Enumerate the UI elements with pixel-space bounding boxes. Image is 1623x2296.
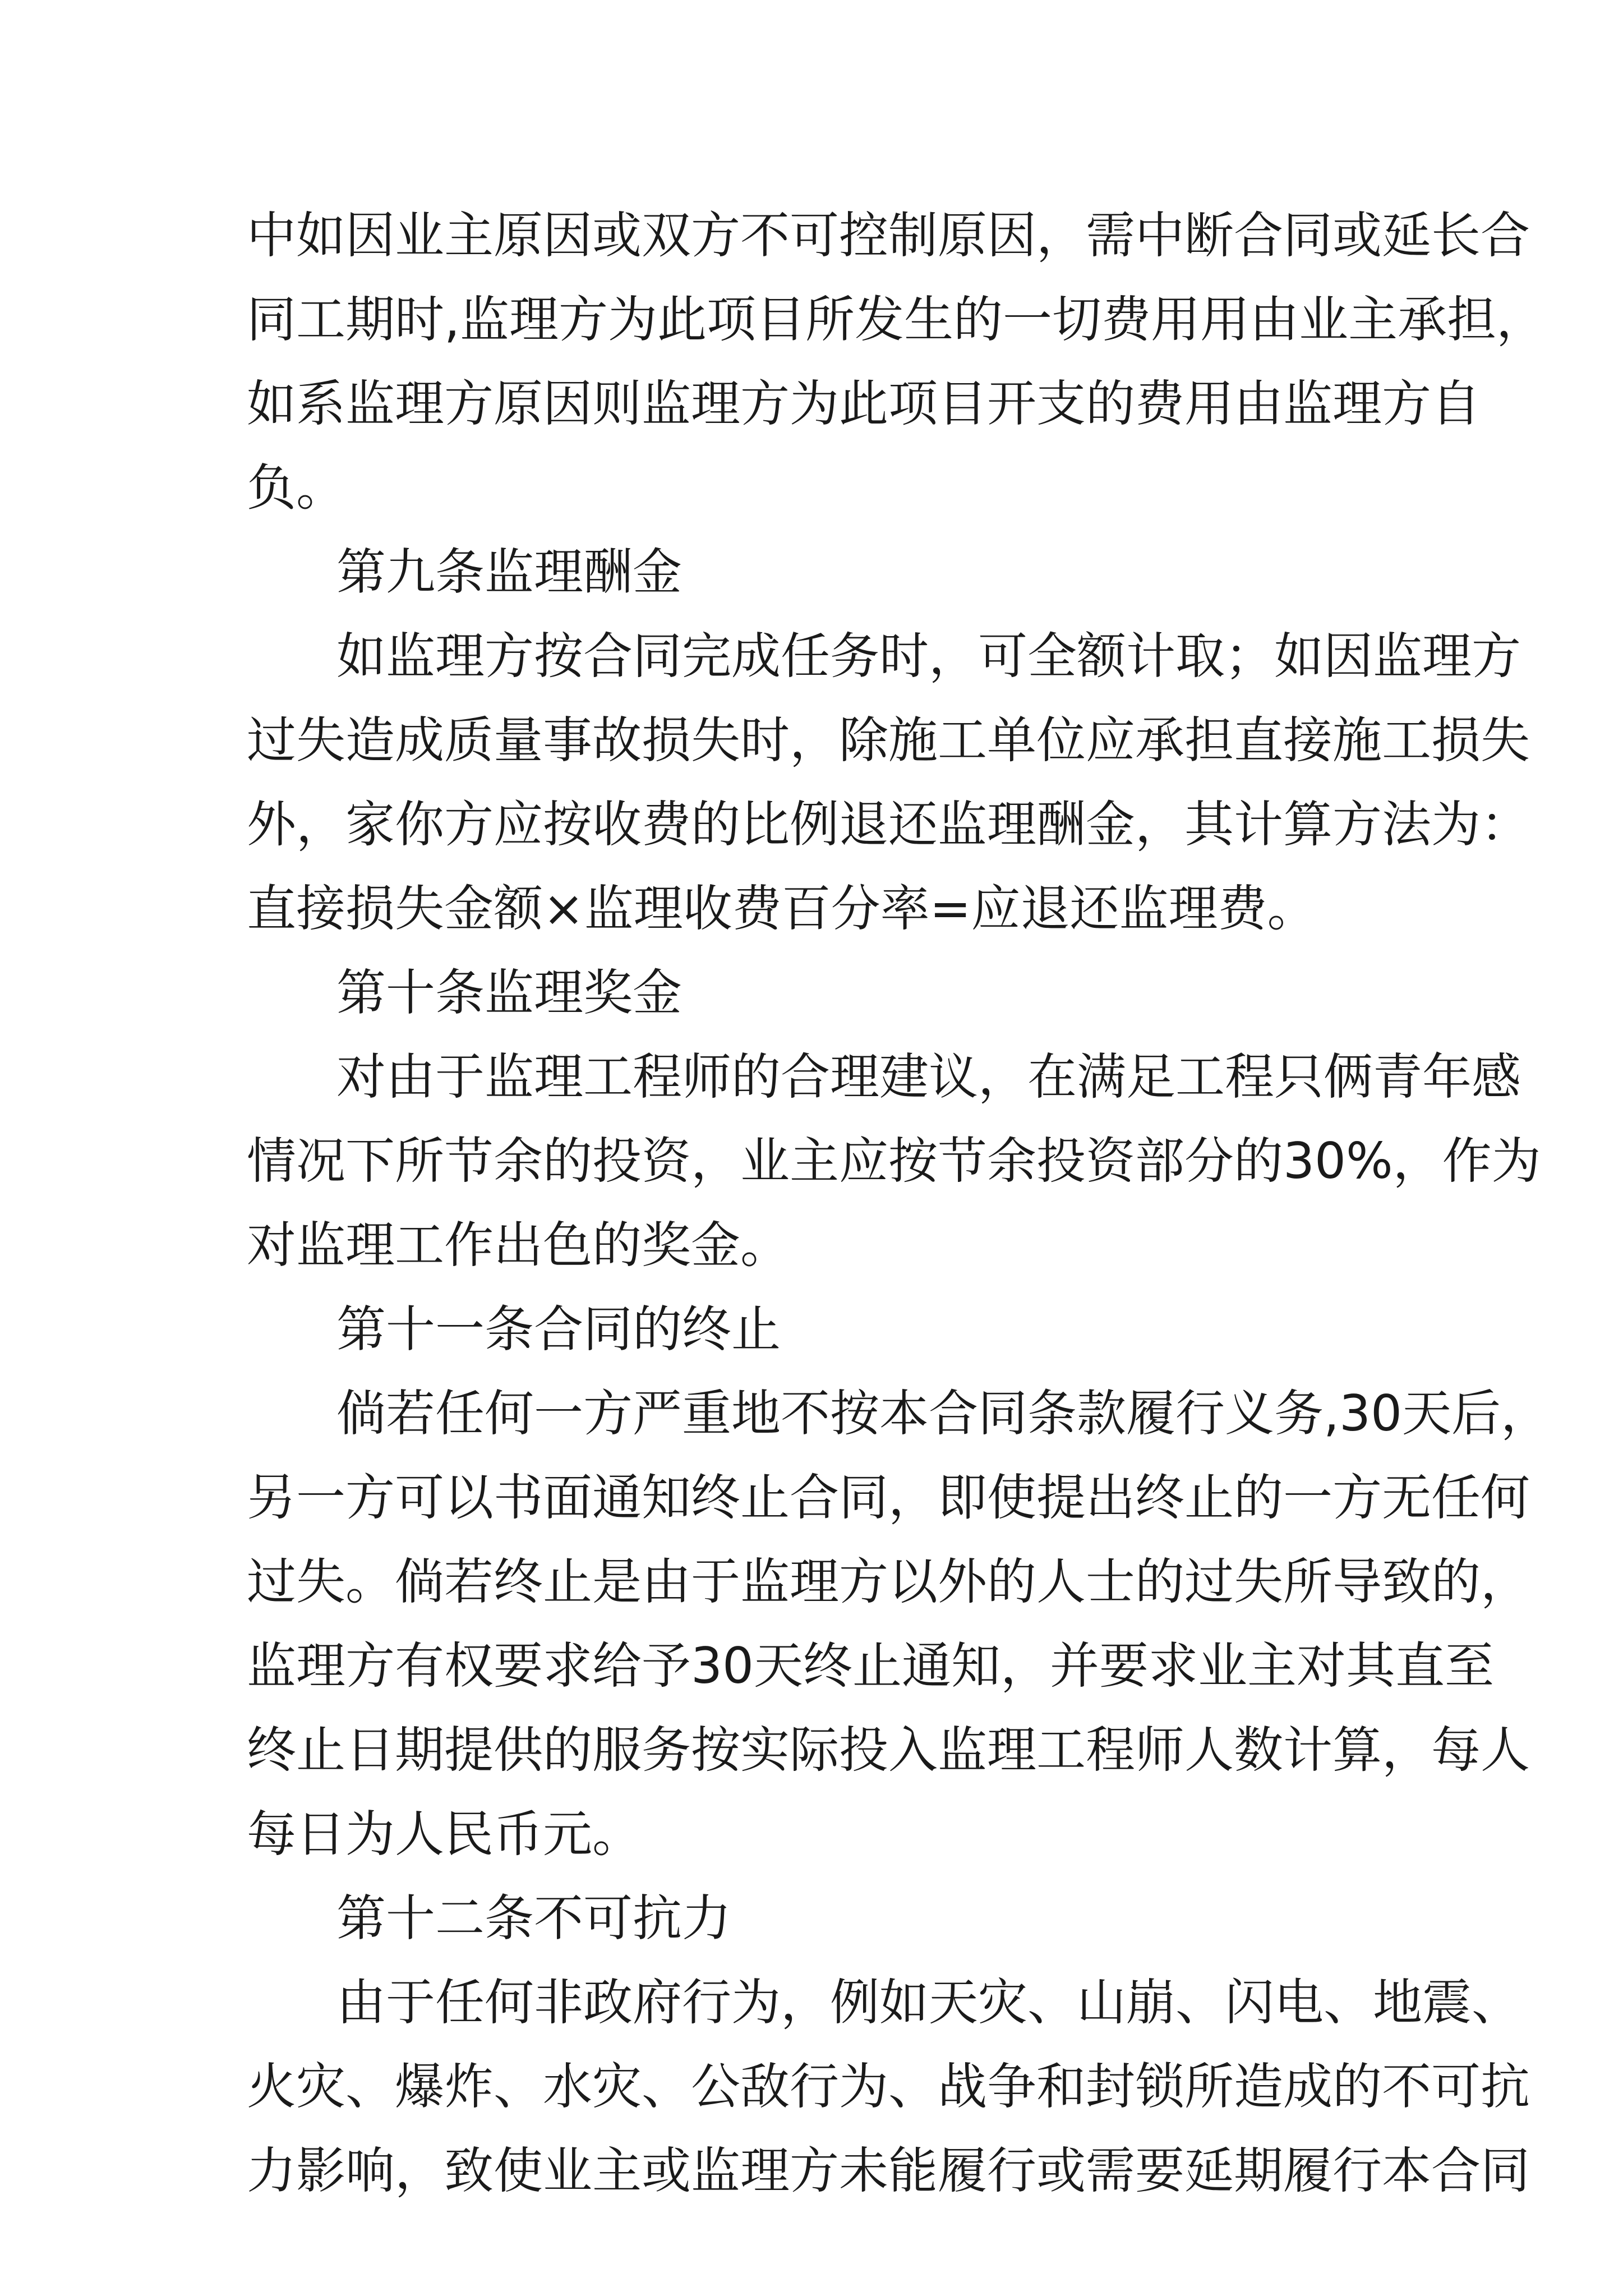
paragraph-line: 由于任何非政府行为，例如天灾、山崩、闪电、地震、 xyxy=(336,1973,1521,2031)
article-heading-10: 第十条监理奖金 xyxy=(336,964,683,1022)
article-heading-12: 第十二条不可抗力 xyxy=(336,1889,732,1947)
paragraph-line: 倘若任何一方严重地不按本合同条款履行义务,30天后， xyxy=(336,1384,1550,1442)
paragraph-line: 对由于监理工程师的合理建议，在满足工程只俩青年感 xyxy=(336,1048,1521,1106)
paragraph-line: 另一方可以书面通知终止合同，即使提出终止的一方无任何 xyxy=(247,1469,1530,1526)
paragraph-line: 情况下所节余的投资，业主应按节余投资部分的30%，作为 xyxy=(247,1132,1541,1190)
paragraph-line: 如系监理方原因则监理方为此项目开支的费用由监理方自 xyxy=(247,375,1481,432)
paragraph-line: 过失造成质量事故损失时，除施工单位应承担直接施工损失 xyxy=(247,711,1530,769)
paragraph-line: 负。 xyxy=(247,459,346,517)
paragraph-line: 过失。倘若终止是由于监理方以外的人士的过失所导致的， xyxy=(247,1553,1530,1611)
paragraph-line: 终止日期提供的服务按实际投入监理工程师人数计算，每人 xyxy=(247,1721,1530,1779)
paragraph-line: 监理方有权要求给予30天终止通知，并要求业主对其直至 xyxy=(247,1637,1494,1695)
paragraph-line: 中如因业主原因或双方不可控制原因，需中断合同或延长合 xyxy=(247,206,1530,264)
paragraph-line: 力影响，致使业主或监理方未能履行或需要延期履行本合同 xyxy=(247,2142,1530,2200)
paragraph-line: 外，家你方应按收费的比例退还监理酬金，其计算方法为： xyxy=(247,795,1530,853)
paragraph-line: 直接损失金额×监理收费百分率=应退还监理费。 xyxy=(247,880,1317,937)
paragraph-line: 如监理方按合同完成任务时，可全额计取；如因监理方 xyxy=(336,627,1521,685)
paragraph-line: 同工期时,监理方为此项目所发生的一切费用用由业主承担， xyxy=(247,291,1546,348)
paragraph-line: 每日为人民币元。 xyxy=(247,1805,642,1863)
article-heading-11: 第十一条合同的终止 xyxy=(336,1300,781,1358)
paragraph-line: 火灾、爆炸、水灾、公敌行为、战争和封锁所造成的不可抗 xyxy=(247,2058,1530,2115)
article-heading-9: 第九条监理酬金 xyxy=(336,543,683,601)
paragraph-line: 对监理工作出色的奖金。 xyxy=(247,1216,790,1274)
